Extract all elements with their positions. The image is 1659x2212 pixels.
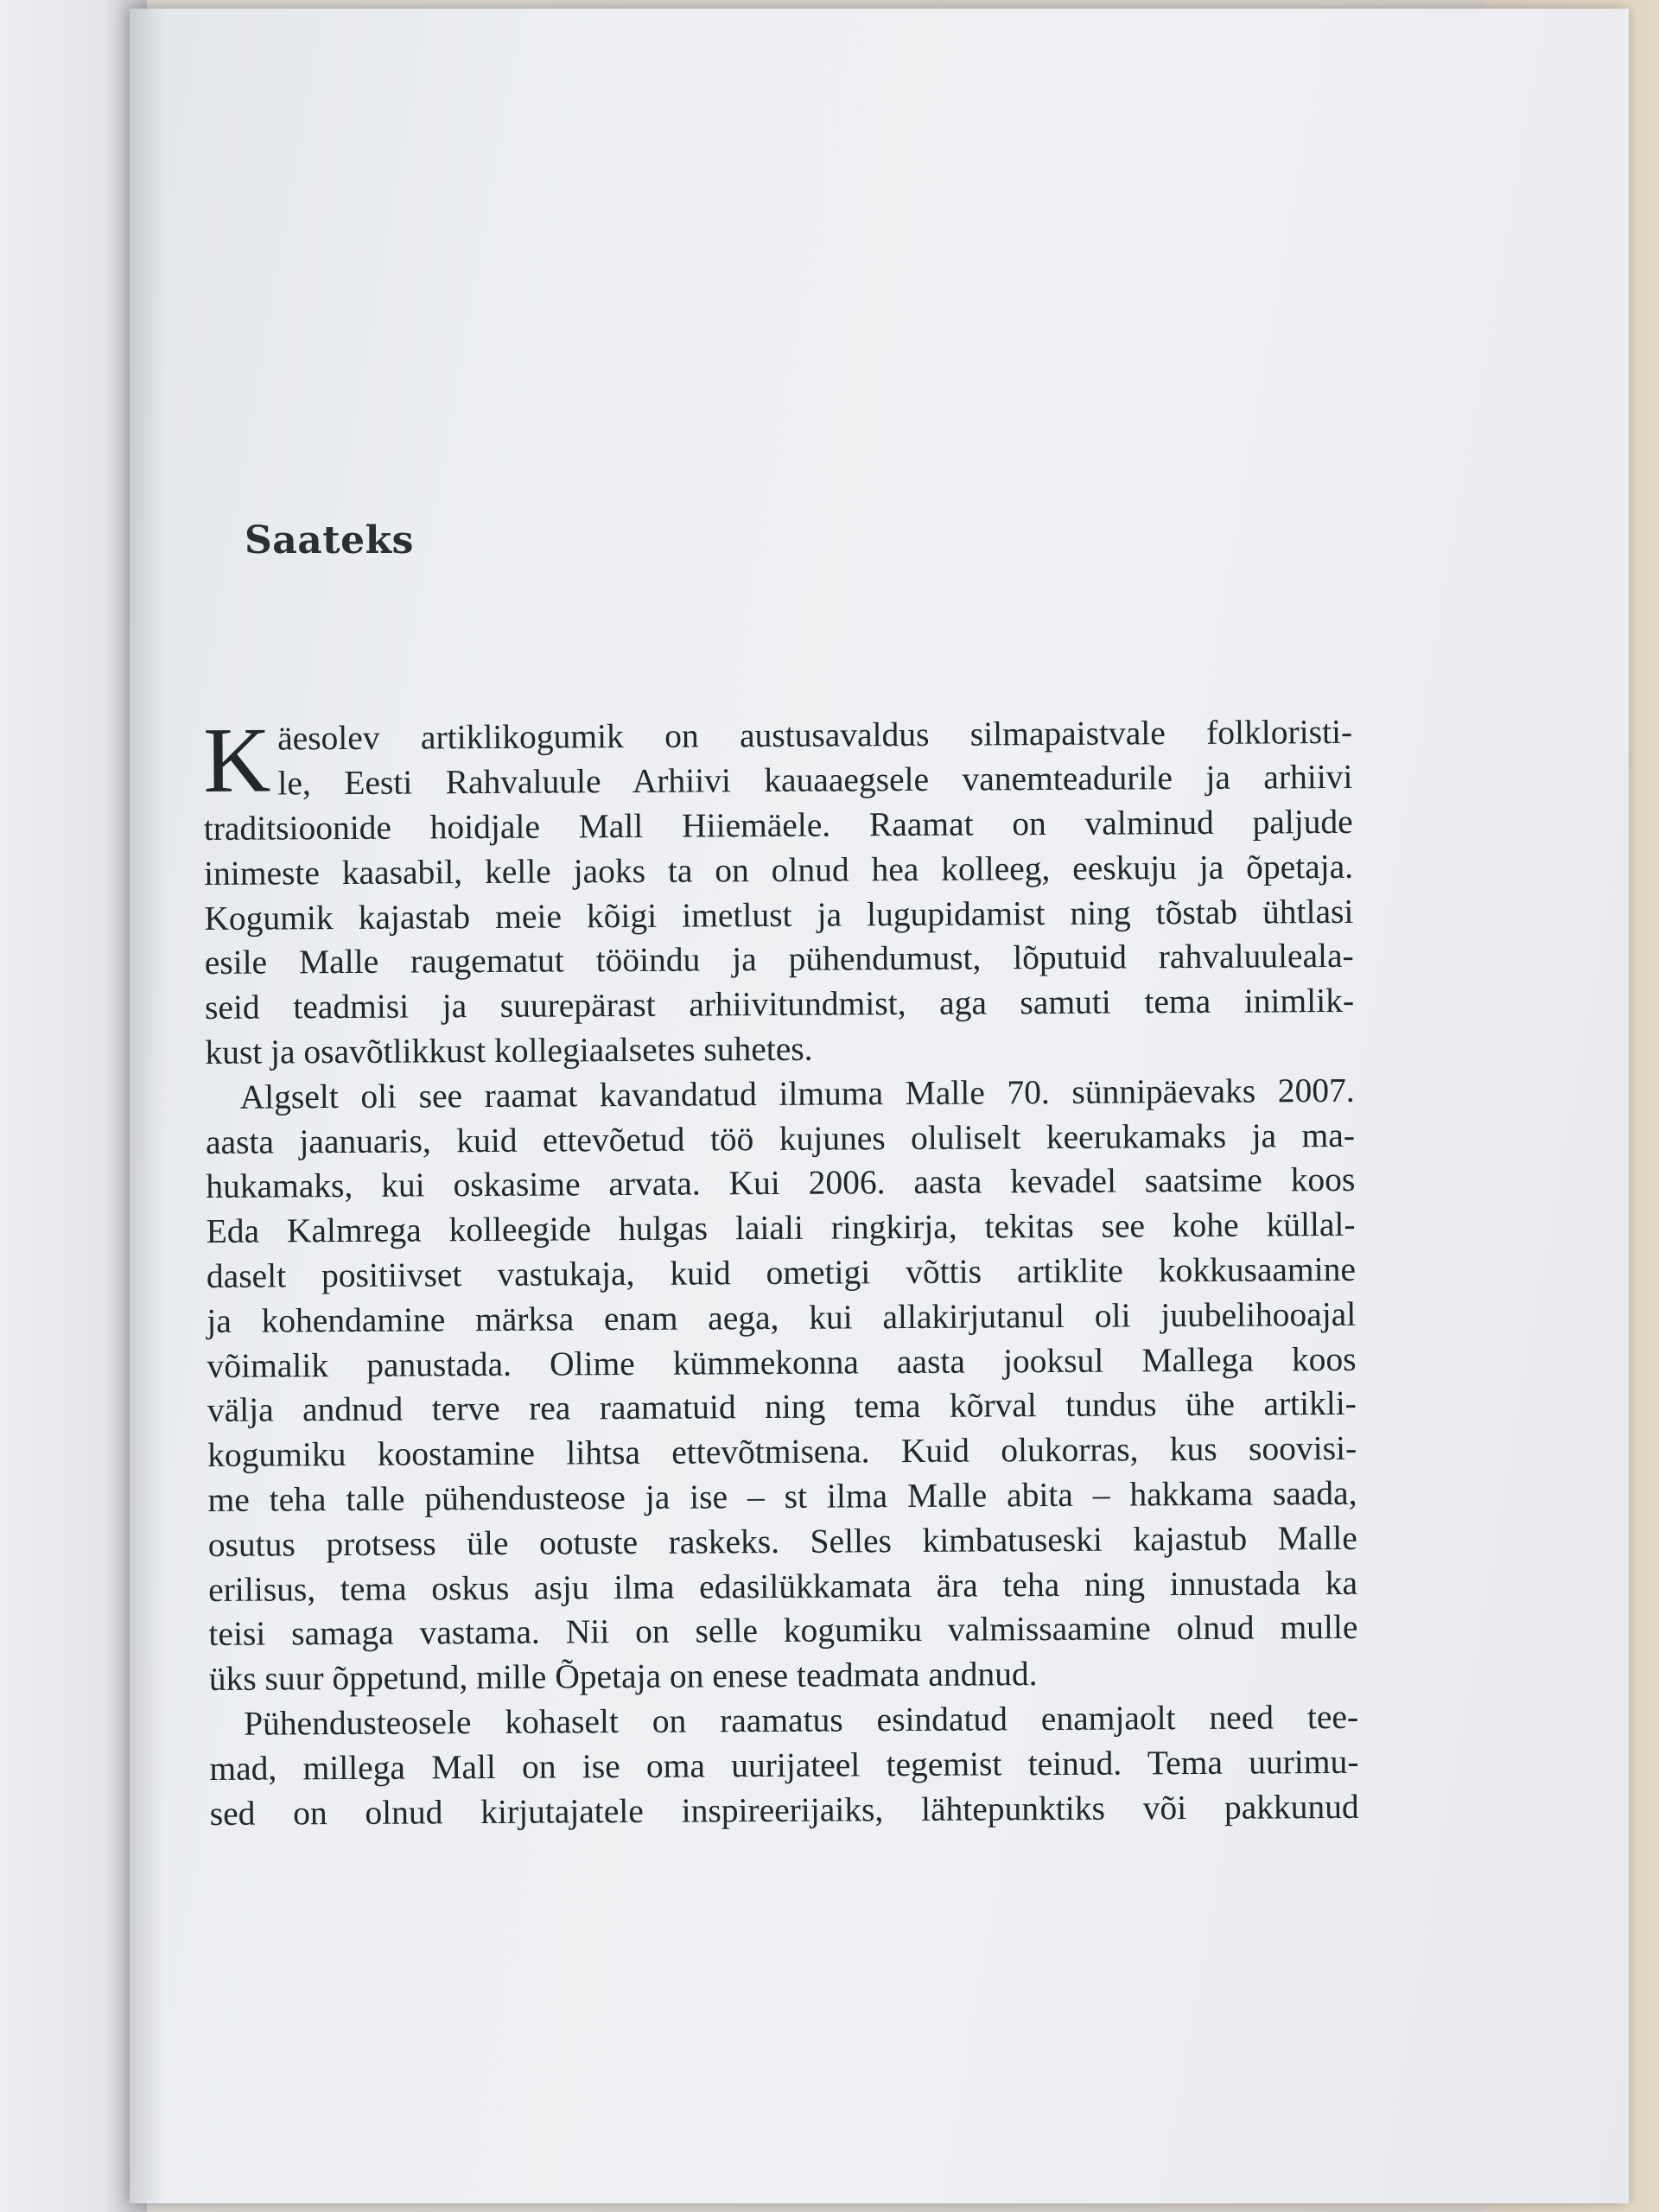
text-line: äesolev artiklikogumik on austusavaldus silmapaistvale folkloristi- <box>277 712 1353 758</box>
body-text <box>203 710 1359 1836</box>
text-line: välja andnud terve rea raamatuid ning tema kõrval tundus ühe artikli- <box>207 1384 1357 1430</box>
text-line: aasta jaanuaris, kuid ettevõetud töö kujunes oluliselt keerukamaks ja ma- <box>205 1116 1356 1161</box>
text-line: inimeste kaasabil, kelle jaoks ta on olnud hea kolleeg, eeskuju ja õpetaja. <box>203 847 1354 893</box>
text-line: kust ja osavõtlikkust kollegiaalsetes suhetes. <box>205 1029 813 1071</box>
text-line: Algselt oli see raamat kavandatud ilmuma Malle 70. sünnipäevaks 2007. <box>239 1071 1355 1116</box>
text-line: kogumiku koostamine lihtsa ettevõtmisena. Kuid olukorras, kus soovisi- <box>207 1429 1357 1475</box>
text-line: osutus protsess üle ootuste raskeks. Selles kimbatuseski kajastub Malle <box>207 1518 1357 1564</box>
text-line: me teha talle pühendusteose ja ise – st ilma Malle abita – hakkama saada, <box>207 1473 1357 1519</box>
text-line: hukamaks, kui oskasime arvata. Kui 2006. aasta kevadel saatsime koos <box>206 1160 1356 1206</box>
text-line: sed on olnud kirjutajatele inspireerijaiks, lähtepunktiks või pakkunud <box>209 1787 1359 1833</box>
text-line: ja kohendamine märksa enam aega, kui allakirjutanul oli juubelihooajal <box>207 1294 1357 1340</box>
text-line: Pühendusteosele kohaselt on raamatus esindatud enamjaolt need tee- <box>243 1697 1359 1743</box>
text-line: üks suur õppetund, mille Õpetaja on enese teadmata andnud. <box>208 1655 1038 1699</box>
text-line: le, Eesti Rahvaluule Arhiivi kauaaegsele vanemteadurile ja arhiivi <box>277 757 1353 803</box>
text-line: mad, millega Mall on ise oma uurijateel tegemist teinud. Tema uurimu- <box>209 1742 1359 1788</box>
text-line: seid teadmisi ja suurepärast arhiivitundmist, aga samuti tema inimlik- <box>204 982 1355 1027</box>
page-heading: Saateks <box>245 518 414 563</box>
text-line: daselt positiivset vastukaja, kuid ometigi võttis artiklite kokkusaamine <box>206 1249 1357 1295</box>
text-line: Kogumik kajastab meie kõigi imetlust ja lugupidamist ning tõstab ühtlasi <box>204 892 1354 938</box>
text-line: Eda Kalmrega kolleegide hulgas laiali ringkirja, tekitas see kohe küllal- <box>206 1205 1356 1251</box>
text-line: esile Malle raugematut tööindu ja pühendumust, lõputuid rahvaluuleala- <box>204 937 1354 982</box>
text-line: võimalik panustada. Olime kümmekonna aasta jooksul Mallega koos <box>207 1339 1357 1385</box>
text-line: teisi samaga vastama. Nii on selle kogumiku valmissaamine olnud mulle <box>208 1608 1358 1654</box>
book-page <box>130 9 1629 2203</box>
left-page-edge <box>0 0 147 2212</box>
text-line: erilisus, tema oskus asju ilma edasilükkamata ära teha ning innustada ka <box>208 1563 1358 1609</box>
text-line: traditsioonide hoidjale Mall Hiiemäele. Raamat on valminud paljude <box>203 802 1353 848</box>
drop-cap: K <box>202 709 271 812</box>
